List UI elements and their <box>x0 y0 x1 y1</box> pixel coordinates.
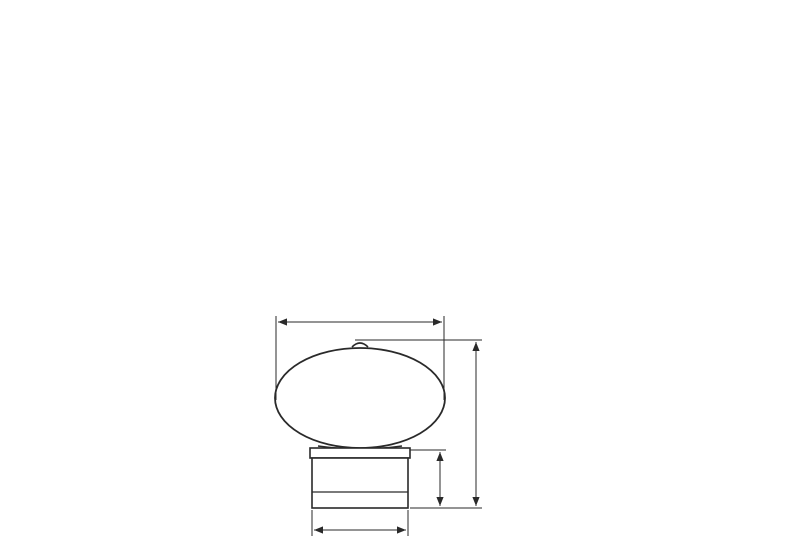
pipe-body <box>310 448 410 508</box>
dimension-d <box>312 510 408 536</box>
dimension-b <box>410 450 446 506</box>
turbine-head <box>275 343 445 449</box>
